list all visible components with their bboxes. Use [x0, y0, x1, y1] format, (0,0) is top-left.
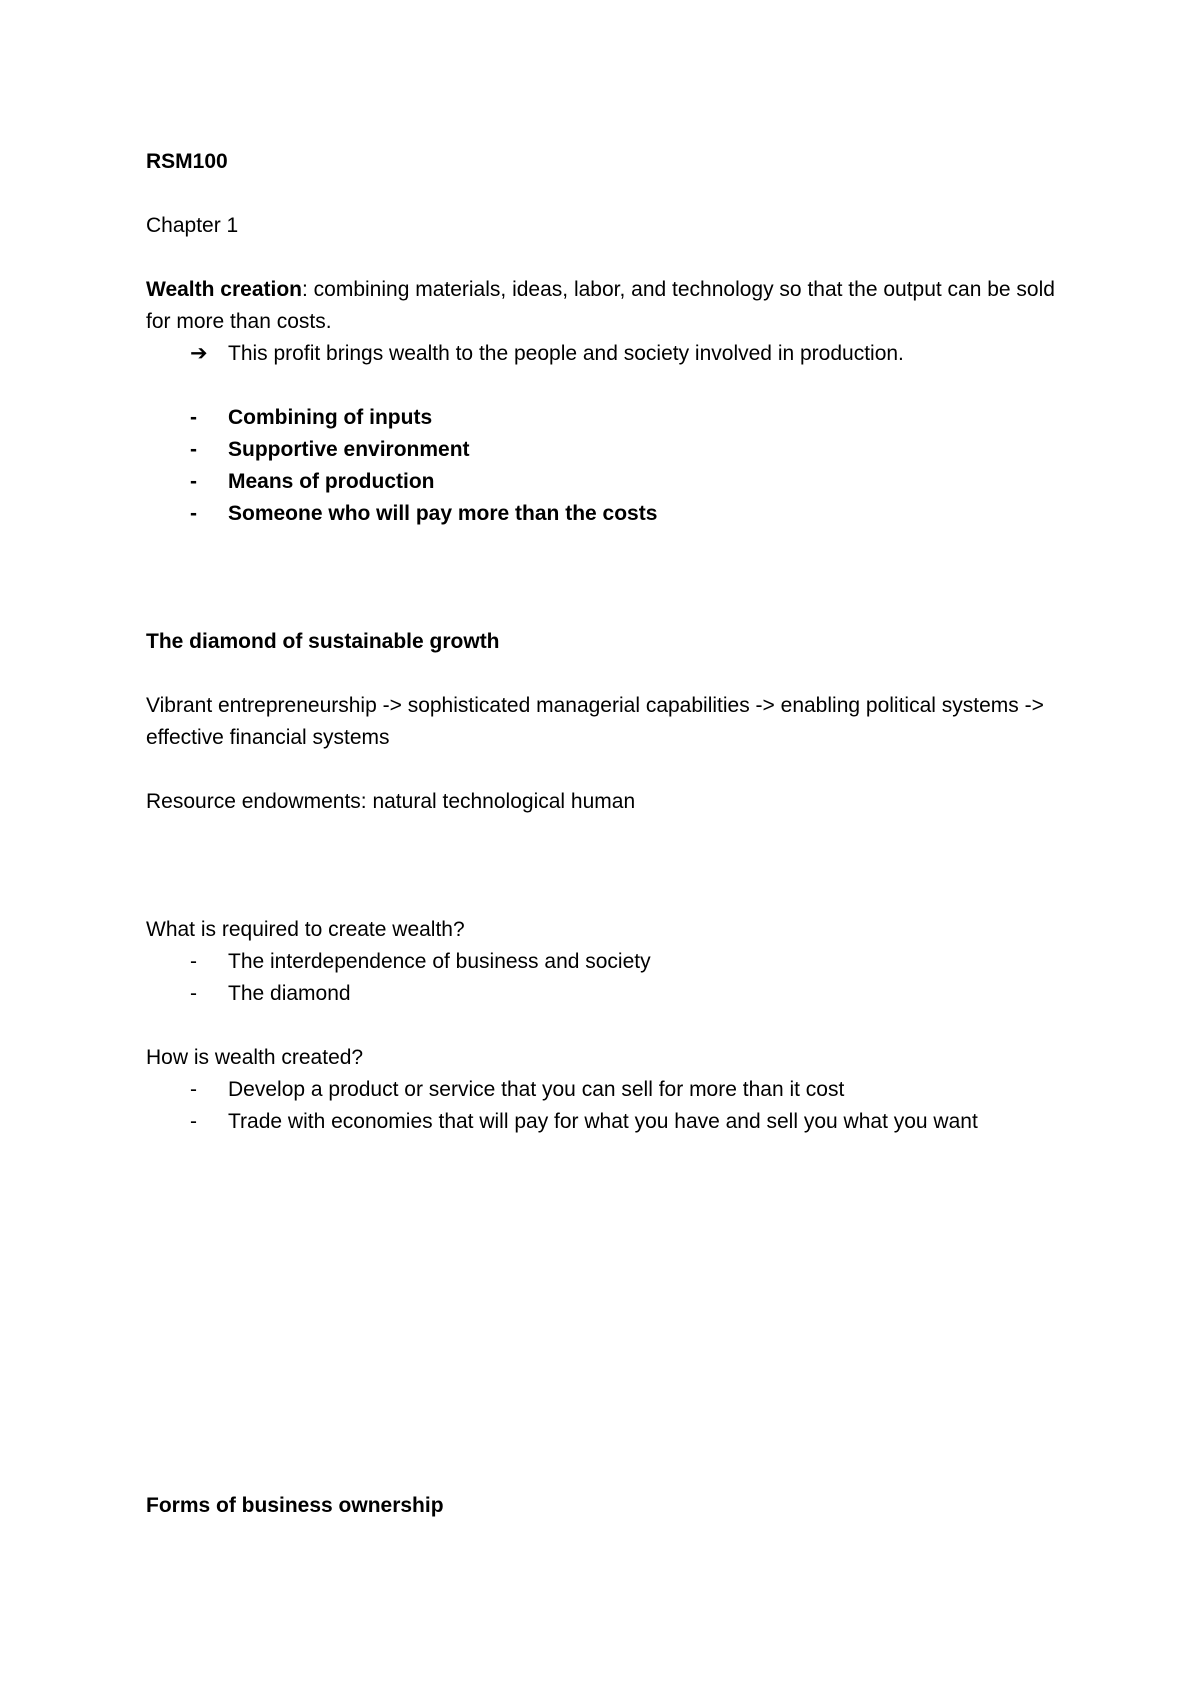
ownership-heading: Forms of business ownership — [146, 1494, 444, 1517]
arrow-right-icon: ➔ — [190, 342, 208, 365]
wealth-creation-term: Wealth creation — [146, 278, 302, 301]
wealth-inputs-list — [146, 402, 1076, 530]
dash-bullet: - — [190, 1110, 197, 1133]
list-item: - Supportive environment — [146, 434, 1076, 466]
spacer — [146, 1170, 1076, 1202]
how-list — [146, 1074, 1076, 1138]
list-item: - The interdependence of business and society — [146, 946, 1076, 978]
dash-bullet: - — [190, 502, 197, 525]
spacer — [146, 1426, 1076, 1458]
dash-bullet: - — [190, 406, 197, 429]
spacer — [146, 242, 1076, 274]
spacer — [146, 1138, 1076, 1170]
dash-bullet: - — [190, 470, 197, 493]
spacer — [146, 1394, 1076, 1426]
dash-bullet: - — [190, 982, 197, 1005]
spacer — [146, 850, 1076, 882]
list-item: - Develop a product or service that you can sell for more than it cost — [146, 1074, 1076, 1106]
spacer — [146, 1010, 1076, 1042]
list-item: - Combining of inputs — [146, 402, 1076, 434]
required-question: What is required to create wealth? — [146, 918, 465, 941]
spacer — [146, 1298, 1076, 1330]
spacer — [146, 1234, 1076, 1266]
list-item: - Trade with economies that will pay for what you have and sell you what you want — [146, 1106, 1076, 1138]
spacer — [146, 882, 1076, 914]
list-item: - Means of production — [146, 466, 1076, 498]
spacer — [146, 1330, 1076, 1362]
wealth-creation-definition — [146, 274, 1076, 338]
spacer — [146, 178, 1076, 210]
spacer — [146, 1458, 1076, 1490]
how-question: How is wealth created? — [146, 1046, 364, 1069]
diamond-flow: Vibrant entrepreneurship -> sophisticated managerial capabilities -> enabling political systems -> effective financial systems — [146, 694, 1044, 749]
diamond-heading: The diamond of sustainable growth — [146, 630, 500, 653]
spacer — [146, 754, 1076, 786]
course-code: RSM100 — [146, 150, 228, 173]
profit-note-text: This profit brings wealth to the people and society involved in production. — [228, 342, 904, 365]
spacer — [146, 658, 1076, 690]
required-list — [146, 946, 1076, 1010]
spacer — [146, 530, 1076, 562]
list-item: - The diamond — [146, 978, 1076, 1010]
resource-endowments: Resource endowments: natural technological human — [146, 790, 636, 813]
wealth-creation-text: : combining materials, ideas, labor, and technology so that the output can be sold for more than costs. — [146, 278, 1055, 333]
dash-bullet: - — [190, 438, 197, 461]
profit-note — [146, 338, 1076, 370]
spacer — [146, 370, 1076, 402]
spacer — [146, 1362, 1076, 1394]
spacer — [146, 1266, 1076, 1298]
document-page — [146, 146, 1076, 1522]
spacer — [146, 818, 1076, 850]
list-item: - Someone who will pay more than the costs — [146, 498, 1076, 530]
dash-bullet: - — [190, 950, 197, 973]
chapter-label: Chapter 1 — [146, 214, 239, 237]
spacer — [146, 1202, 1076, 1234]
spacer — [146, 562, 1076, 594]
dash-bullet: - — [190, 1078, 197, 1101]
spacer — [146, 594, 1076, 626]
